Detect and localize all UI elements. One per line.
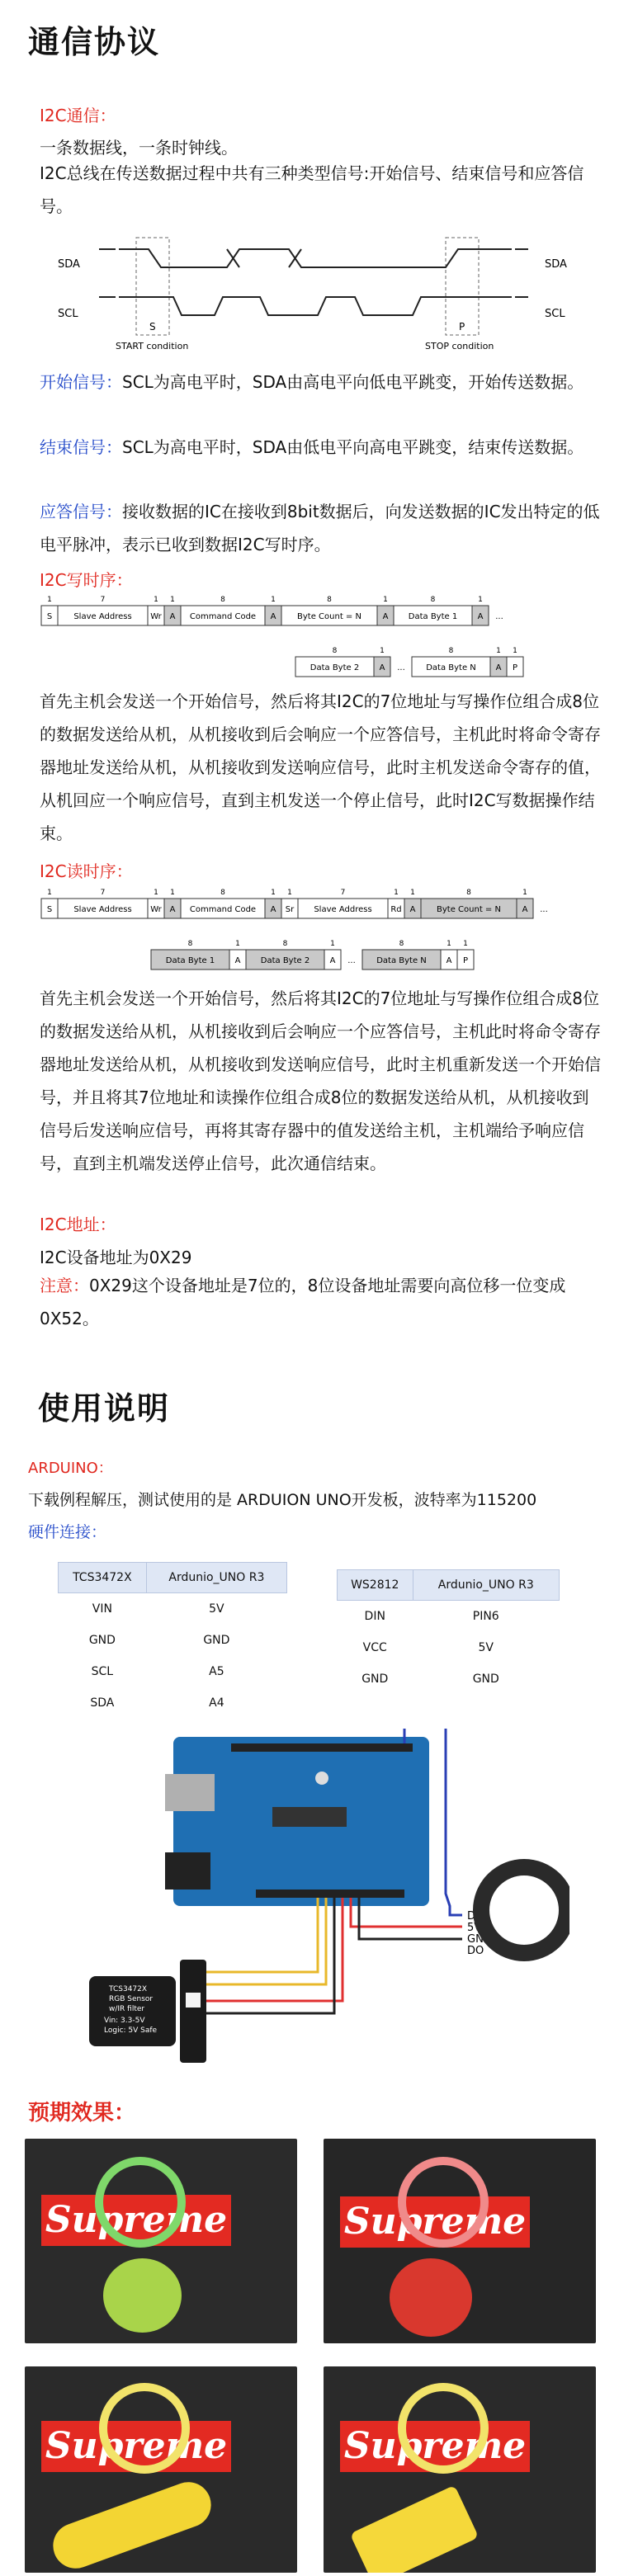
read-frame-row1-bits: 1 — [394, 889, 399, 897]
read-frame-row1-bits: 8 — [466, 889, 471, 897]
write-sequence-text: 首先主机会发送一个开始信号，然后将其I2C的7位地址与写操作位组合成8位的数据发送给从机，从机接收到后会响应一个应答信号，主机此时将命令寄存器地址发送给从机，从机接收到发送响应信号，此时主机发送命令寄存的值，从机回应一个响应信号，直到主机发送一个停止信号，此时I2C写数据操作结束。 — [40, 691, 601, 843]
read-frame-row2-label: A — [329, 956, 336, 965]
write-frame-row2-label: A — [495, 663, 502, 672]
sensor-text-3: Vin: 3.3-5V — [104, 2017, 145, 2025]
wire-label-5v: 5V — [467, 1922, 482, 1934]
demo-photo-green-apple — [25, 2139, 297, 2343]
read-frame-row1-bits: 7 — [100, 889, 106, 897]
ack-signal-text: 接收数据的IC在接收到8bit数据后，向发送数据的IC发出特定的低电平脉冲，表示已收到数据I2C写时序。 — [40, 502, 600, 554]
led-ring-green — [95, 2157, 186, 2248]
led-ring-yellow — [99, 2383, 190, 2474]
timing-start-condition: START condition — [116, 341, 189, 351]
start-signal-paragraph — [40, 366, 601, 399]
timing-stop-condition: STOP condition — [425, 341, 494, 351]
section-title-usage: 使用说明 — [38, 1390, 171, 1427]
write-frame-row2-bits: 8 — [332, 647, 338, 655]
read-frame-row1-label: Slave Address — [314, 905, 372, 914]
read-frame-row1-label: Slave Address — [73, 905, 132, 914]
demo-photo-yellow-card — [324, 2366, 596, 2573]
photo-sign: Supreme — [41, 2421, 231, 2472]
read-frame-row1-label: A — [409, 905, 416, 914]
timing-sda-right: SDA — [545, 258, 567, 271]
note-label: 注意： — [40, 1276, 89, 1295]
read-frame-row2-label: Data Byte N — [376, 956, 427, 965]
read-frame-row1-label: ... — [540, 905, 548, 914]
write-frame-row2-label: ... — [397, 663, 405, 672]
read-frame-row1-label: Byte Count = N — [437, 905, 501, 914]
read-frame-row1-bits: 1 — [410, 889, 415, 897]
section-title-protocol: 通信协议 — [28, 24, 161, 60]
tcs3472x-pin-table — [58, 1562, 287, 1719]
read-frame-row2-bits: 8 — [187, 940, 193, 948]
sensor-text-0: TCS3472X — [109, 1985, 148, 1993]
end-signal-text: SCL为高电平时，SDA由低电平向高电平跳变，结束传送数据。 — [122, 437, 584, 457]
read-frame-row2-label: A — [446, 956, 452, 965]
write-frame-row1-bits: 1 — [271, 596, 276, 604]
write-frame-row1-bits: 1 — [154, 596, 158, 604]
timing-s: S — [149, 321, 156, 333]
write-frame-row1-bits: 8 — [430, 596, 436, 604]
write-frame-row2-label: Data Byte 2 — [310, 663, 360, 672]
sensor-text-1: RGB Sensor — [109, 1995, 154, 2003]
write-frame-row2-bits: 8 — [448, 647, 454, 655]
start-signal-label: 开始信号： — [40, 372, 122, 392]
table2-cell: GND — [472, 1673, 499, 1686]
read-frame-row2-label: A — [234, 956, 241, 965]
i2c-timing-diagram — [50, 229, 586, 353]
read-frame-row2-bits: 1 — [463, 940, 468, 948]
i2c-address-text: I2C设备地址为0X29 — [40, 1248, 192, 1267]
red-apple — [390, 2258, 472, 2337]
write-frame-row1-label: A — [382, 612, 389, 621]
wire-label-do: DO — [467, 1945, 484, 1957]
write-frame-row1-label: A — [477, 612, 484, 621]
led-ring-yellow — [398, 2383, 489, 2474]
table1-header-0: TCS3472X — [59, 1563, 147, 1593]
green-apple — [103, 2258, 182, 2333]
write-frame-row1-label: A — [169, 612, 176, 621]
table1-cell: 5V — [209, 1602, 224, 1616]
timing-p: P — [459, 321, 465, 333]
table2-cell: 5V — [478, 1641, 494, 1654]
photo-sign: Supreme — [340, 2421, 530, 2472]
arduino-label: ARDUINO： — [28, 1460, 113, 1477]
i2c-read-frame-diagram — [40, 887, 593, 986]
photo-sign: Supreme — [340, 2196, 530, 2248]
sensor-text-2: w/IR filter — [109, 2005, 145, 2013]
timing-sda-left: SDA — [58, 258, 80, 271]
write-frame-row1-bits: 8 — [220, 596, 225, 604]
read-frame-row1-bits: 1 — [522, 889, 527, 897]
ack-signal-paragraph — [40, 495, 601, 561]
wiring-diagram — [74, 1729, 569, 2083]
read-frame-row2-bits: 8 — [399, 940, 404, 948]
table1-cell: GND — [203, 1634, 230, 1647]
note-text: 0X29这个设备地址是7位的，8位设备地址需要向高位移一位变成0X52。 — [40, 1276, 566, 1328]
write-frame-row1-label: Slave Address — [73, 612, 132, 621]
table1-cell: SCL — [91, 1665, 114, 1678]
table2-header-1: Ardunio_UNO R3 — [413, 1570, 560, 1601]
read-frame-row2-bits: 8 — [282, 940, 288, 948]
read-frame-row2-label: Data Byte 2 — [260, 956, 310, 965]
table1-cell: SDA — [90, 1696, 115, 1710]
end-signal-label: 结束信号： — [40, 437, 122, 457]
sensor-text-4: Logic: 5V Safe — [104, 2026, 158, 2035]
read-sequence-text: 首先主机会发送一个开始信号，然后将其I2C的7位地址与写操作位组合成8位的数据发送给从机，从机接收到后会响应一个应答信号，主机此时将命令寄存器地址发送给从机，从机接收到发送响应信号，此时主机重新发送一个开始信号，并且将其7位地址和读操作位组合成8位的数据发送给从机，从机接收到信号后发送响应信号，再将其寄存器中的值发送给主机，主机端给予响应信号，直到主机端发送停止信号，此次通信结束。 — [40, 988, 601, 1173]
read-frame-row1-bits: 7 — [340, 889, 346, 897]
power-jack — [165, 1852, 210, 1890]
usb-port — [165, 1774, 215, 1811]
write-frame-row1-bits: 1 — [383, 596, 388, 604]
i2c-line2: I2C总线在传送数据过程中共有三种类型信号:开始信号、结束信号和应答信号。 — [40, 163, 584, 216]
write-frame-row1-label: S — [46, 612, 53, 621]
arduino-text: 下载例程解压，测试使用的是 ARDUION UNO开发板，波特率为115200 — [28, 1491, 537, 1509]
table1-cell: GND — [88, 1634, 116, 1647]
ws2812-led-ring — [481, 1867, 567, 1953]
write-frame-row2-label: Data Byte N — [426, 663, 476, 672]
write-frame-row2-bits: 1 — [496, 647, 501, 655]
write-frame-row1-bits: 1 — [47, 596, 52, 604]
read-frame-row1-bits: 1 — [154, 889, 158, 897]
yellow-card — [350, 2485, 479, 2573]
ws2812-pin-table — [337, 1569, 560, 1695]
table1-header-1: Ardunio_UNO R3 — [146, 1563, 286, 1593]
timing-scl-right: SCL — [545, 308, 565, 320]
table2-cell: DIN — [364, 1610, 385, 1623]
read-frame-row1-label: A — [522, 905, 528, 914]
read-frame-row1-label: A — [270, 905, 276, 914]
write-frame-row1-label: Wr — [150, 612, 162, 621]
read-frame-row2-bits: 1 — [235, 940, 240, 948]
write-frame-row1-bits: 1 — [478, 596, 483, 604]
i2c-address-label: I2C地址： — [40, 1215, 116, 1234]
write-frame-row1-label: Byte Count = N — [297, 612, 361, 621]
read-frame-row1-label: Wr — [150, 905, 162, 914]
read-frame-row2-bits: 1 — [447, 940, 451, 948]
read-frame-row1-bits: 1 — [47, 889, 52, 897]
demo-photo-red-apple — [324, 2139, 596, 2343]
breakout-board — [180, 1960, 206, 2063]
expected-effect-label: 预期效果： — [28, 2101, 136, 2125]
end-signal-paragraph — [40, 431, 601, 464]
table2-cell: VCC — [362, 1641, 387, 1654]
read-frame-row1-label: Sr — [285, 905, 295, 914]
demo-photo-banana — [25, 2366, 297, 2573]
wire-label-di: DI — [467, 1910, 479, 1923]
read-frame-row1-bits: 1 — [170, 889, 175, 897]
photo-sign: Supreme — [41, 2195, 231, 2246]
i2c-comm-label: I2C通信： — [40, 106, 116, 125]
write-frame-row2-bits: 1 — [513, 647, 517, 655]
i2c-read-label: I2C读时序： — [40, 861, 133, 881]
read-frame-row2-label: P — [462, 956, 469, 965]
i2c-write-frame-diagram — [40, 594, 593, 685]
write-frame-row1-label: Data Byte 1 — [408, 612, 458, 621]
table1-cell: VIN — [92, 1602, 112, 1616]
banana — [47, 2475, 218, 2573]
write-frame-row2-bits: 1 — [380, 647, 385, 655]
i2c-line1: 一条数据线，一条时钟线。 — [40, 138, 238, 158]
table2-header-0: WS2812 — [338, 1570, 413, 1601]
write-frame-row1-bits: 1 — [170, 596, 175, 604]
read-frame-row2-bits: 1 — [330, 940, 335, 948]
read-frame-row1-label: A — [169, 905, 176, 914]
i2c-write-label: I2C写时序： — [40, 570, 133, 590]
table1-cell: A5 — [209, 1665, 224, 1678]
write-frame-row2-label: P — [512, 663, 518, 672]
start-signal-text: SCL为高电平时，SDA由高电平向低电平跳变，开始传送数据。 — [122, 372, 584, 392]
write-frame-row1-label: Command Code — [189, 612, 257, 621]
read-frame-row1-label: Rd — [390, 905, 402, 914]
note-paragraph — [40, 1269, 601, 1335]
read-frame-row2-label: ... — [347, 956, 356, 965]
read-frame-row2-label: Data Byte 1 — [165, 956, 215, 965]
ack-signal-label: 应答信号： — [40, 502, 122, 521]
table2-cell: PIN6 — [472, 1610, 499, 1623]
write-frame-row1-label: A — [270, 612, 276, 621]
write-frame-row1-bits: 8 — [327, 596, 332, 604]
wiring-label: 硬件连接： — [28, 1523, 107, 1541]
timing-scl-left: SCL — [58, 308, 78, 320]
read-frame-row1-bits: 1 — [271, 889, 276, 897]
table2-cell: GND — [361, 1673, 389, 1686]
wire-label-gnd: GND — [467, 1933, 492, 1946]
write-frame-row1-label: ... — [495, 612, 503, 621]
read-frame-row1-label: S — [46, 905, 53, 914]
led-ring-red — [398, 2157, 489, 2248]
read-frame-row1-label: Command Code — [189, 905, 257, 914]
read-frame-row1-bits: 1 — [287, 889, 292, 897]
table1-cell: A4 — [209, 1696, 224, 1710]
read-frame-row1-bits: 8 — [220, 889, 225, 897]
write-frame-row2-label: A — [379, 663, 385, 672]
write-frame-row1-bits: 7 — [100, 596, 106, 604]
